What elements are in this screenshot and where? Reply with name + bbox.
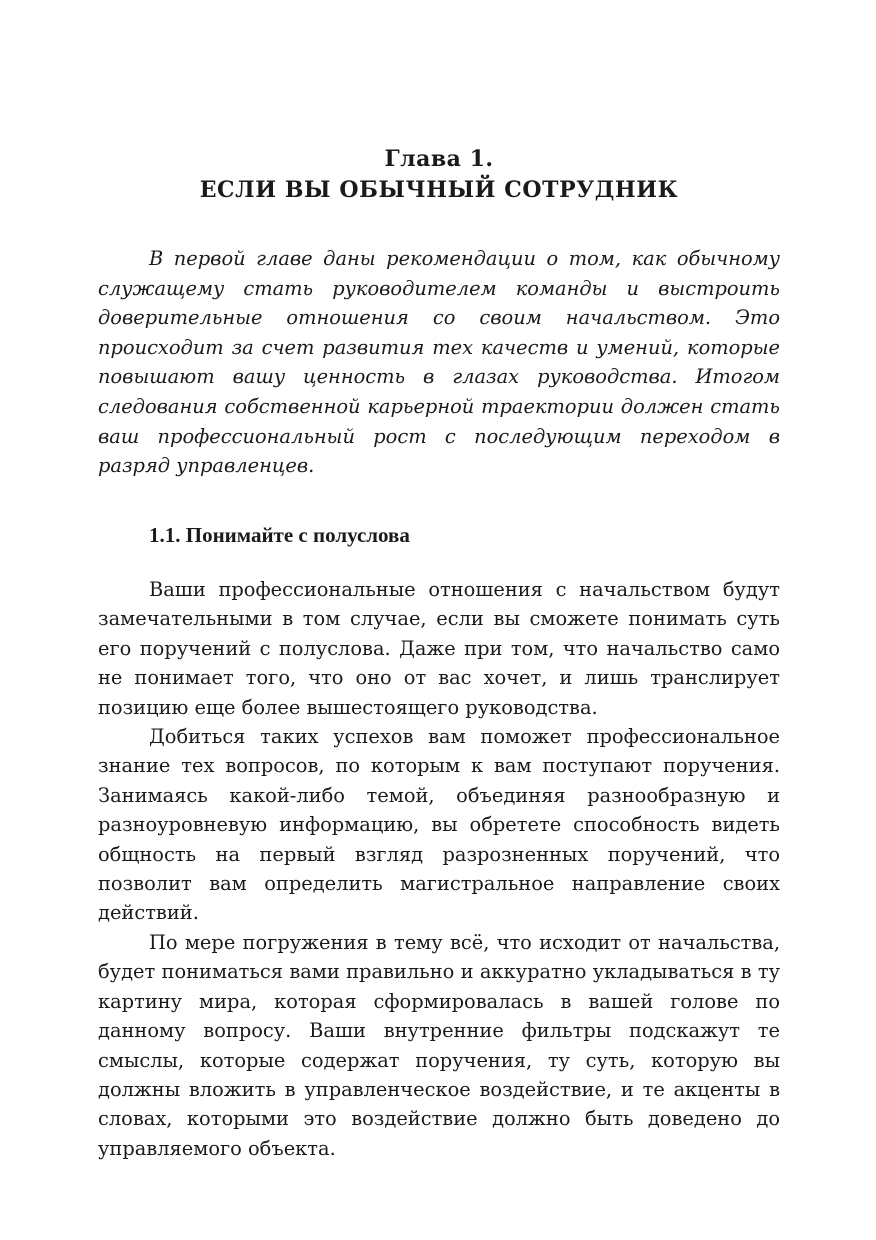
- paragraph: Ваши профессиональные отношения с начальством будут замечательными в том случае, если вы сможете понимать суть его поручений с полуслова. Даже при том, что начальство само не понимает того, что оно от вас хочет, и лишь транслирует позицию еще более вышестоящего руководства.: [98, 578, 780, 719]
- paragraph: Добиться таких успехов вам поможет профессиональное знание тех вопросов, по которым к вам поступают поручения. Занимаясь какой-либо темой, объединяя разнообразную и разноуровневую информацию, вы обретете способность видеть общность на первый взгляд разрозненных поручений, что позволит вам определить магистральное направление своих действий.: [98, 725, 780, 925]
- chapter-number: Глава 1.: [384, 146, 494, 172]
- paragraph: По мере погружения в тему всё, что исходит от начальства, будет пониматься вами правильно и аккуратно укладываться в ту картину мира, которая сформировалась в вашей голове по данному вопросу. Ваши внутренние фильтры подскажут те смыслы, которые содержат поручения, ту суть, которую вы должны вложить в управленческое воздействие, и те акценты в словах, которыми это воздействие должно быть доведено до управляемого объекта.: [98, 930, 780, 1160]
- chapter-title: ЕСЛИ ВЫ ОБЫЧНЫЙ СОТРУДНИК: [199, 177, 679, 203]
- section-body: [98, 575, 780, 1163]
- section-heading: 1.1. Понимайте с полуслова: [149, 523, 410, 547]
- chapter-intro: В первой главе даны рекомендации о том, как обычному служащему стать руководителем команды и выстроить доверительные отношения со своим начальством. Это происходит за счет развития тех качеств и умений, которые повышают вашу ценность в глазах руководства. Итогом следования собственной карьерной траектории должен стать ваш профессиональный рост с последующим переходом в разряд управленцев.: [98, 247, 780, 478]
